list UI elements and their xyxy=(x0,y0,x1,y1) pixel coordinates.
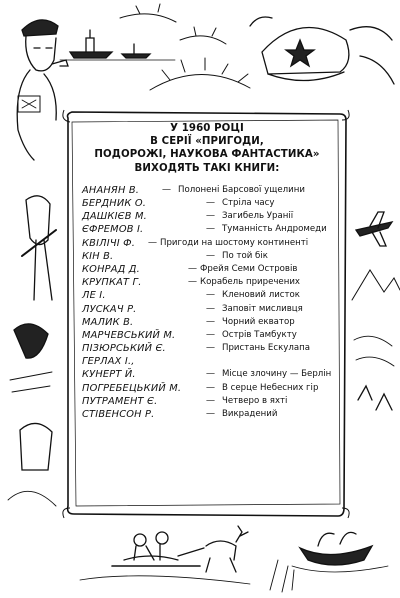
book-author: ЛЕ І. xyxy=(82,290,106,302)
book-title: Викрадений xyxy=(222,409,278,419)
book-dash: — xyxy=(206,303,215,314)
reindeer-sled-icon xyxy=(80,526,250,584)
book-author: ДАШКІЄВ М. xyxy=(82,211,147,223)
book-entry xyxy=(82,263,332,276)
book-title: Туманність Андромеди xyxy=(222,224,327,235)
book-entry xyxy=(82,382,332,395)
book-dash: — xyxy=(188,263,197,274)
helmet-icon xyxy=(250,17,394,84)
book-title: Кленовий листок xyxy=(222,290,300,301)
book-entry xyxy=(82,395,332,408)
book-title: Корабель приречених xyxy=(200,277,301,288)
book-dash: — xyxy=(148,237,157,248)
book-dash: — xyxy=(206,369,215,380)
book-list xyxy=(82,184,332,421)
book-entry xyxy=(82,303,332,316)
book-author: МАЛИК В. xyxy=(82,316,134,328)
book-entry xyxy=(82,355,332,368)
heading-line: В СЕРІЇ «ПРИГОДИ, xyxy=(150,136,264,148)
book-author: МАРЧЕВСЬКИЙ М. xyxy=(82,329,176,341)
book-dash: — xyxy=(206,290,215,301)
book-title: Острів Тамбукту xyxy=(222,329,297,340)
book-dash: — xyxy=(206,409,215,419)
book-author: ГЕРЛАХ І., xyxy=(82,356,135,368)
book-author: ПУТРАМЕНТ Є. xyxy=(82,395,158,407)
boat-icon xyxy=(270,532,388,592)
heading-line: У 1960 РОЦІ xyxy=(170,123,244,134)
book-author: КУНЕРТ Й. xyxy=(82,369,136,381)
book-author: КІН В. xyxy=(82,250,114,262)
book-dash: — xyxy=(206,343,215,354)
book-title: Місце злочину — Берлін xyxy=(222,369,332,380)
sailor-icon xyxy=(17,20,68,160)
book-author: ЛУСКАЧ Р. xyxy=(82,303,137,315)
book-title: Фрейя Семи Островів xyxy=(200,263,298,274)
book-dash: — xyxy=(162,184,171,195)
book-dash: — xyxy=(188,277,197,288)
book-title: Пригоди на шостому континенті xyxy=(160,237,309,248)
book-author: АНАНЯН В. xyxy=(82,184,140,196)
book-dash: — xyxy=(206,395,215,406)
book-title: Заповіт мисливця xyxy=(222,303,303,314)
book-dash: — xyxy=(206,198,215,208)
book-entry xyxy=(82,316,332,329)
book-title: Четверо в яхті xyxy=(222,395,288,406)
book-title: Загибель Уранії xyxy=(222,211,294,222)
book-dash: — xyxy=(206,316,215,327)
heading-line: ПОДОРОЖІ, НАУКОВА ФАНТАСТИКА» xyxy=(94,149,320,161)
branches-icon xyxy=(120,4,250,90)
book-author: ЄФРЕМОВ І. xyxy=(82,224,144,236)
book-title: В серце Небесних гір xyxy=(222,382,319,393)
announcement-heading xyxy=(82,122,332,175)
book-entry xyxy=(82,237,332,250)
book-entry xyxy=(82,184,332,197)
book-entry xyxy=(82,368,332,381)
book-title: Полонені Барсової ущелини xyxy=(178,184,305,195)
book-author: БЕРДНИК О. xyxy=(82,198,147,209)
book-entry xyxy=(82,289,332,302)
book-dash: — xyxy=(206,211,215,222)
book-entry xyxy=(82,276,332,289)
book-dash: — xyxy=(206,224,215,235)
airplane-icon xyxy=(352,212,400,410)
book-author: КВІЛІЧІ Ф. xyxy=(82,237,136,249)
book-title: Стріла часу xyxy=(222,198,275,208)
book-dash: — xyxy=(206,382,215,393)
book-author: КОНРАД Д. xyxy=(82,263,140,275)
ship-icon xyxy=(60,30,175,60)
book-entry xyxy=(82,408,332,421)
book-title: По той бік xyxy=(222,250,268,261)
book-title: Чорний екватор xyxy=(222,316,295,327)
book-author: КРУПКАТ Г. xyxy=(82,277,142,289)
book-author: СТІВЕНСОН Р. xyxy=(82,409,155,420)
book-dash: — xyxy=(206,250,215,261)
book-entry xyxy=(82,210,332,223)
book-entry xyxy=(82,342,332,355)
book-entry xyxy=(82,329,332,342)
book-entry xyxy=(82,197,332,210)
book-entry xyxy=(82,223,332,236)
list-content xyxy=(82,122,332,421)
book-entry xyxy=(82,250,332,263)
heading-line: ВИХОДЯТЬ ТАКІ КНИГИ: xyxy=(134,162,280,174)
figure-left-icon xyxy=(8,196,56,506)
book-title: Пристань Ескулапа xyxy=(222,343,310,354)
book-author: ПІЗЮРСЬКИЙ Є. xyxy=(82,343,166,355)
book-author: ПОГРЕБЕЦЬКИЙ М. xyxy=(82,382,182,394)
book-dash: — xyxy=(206,329,215,340)
